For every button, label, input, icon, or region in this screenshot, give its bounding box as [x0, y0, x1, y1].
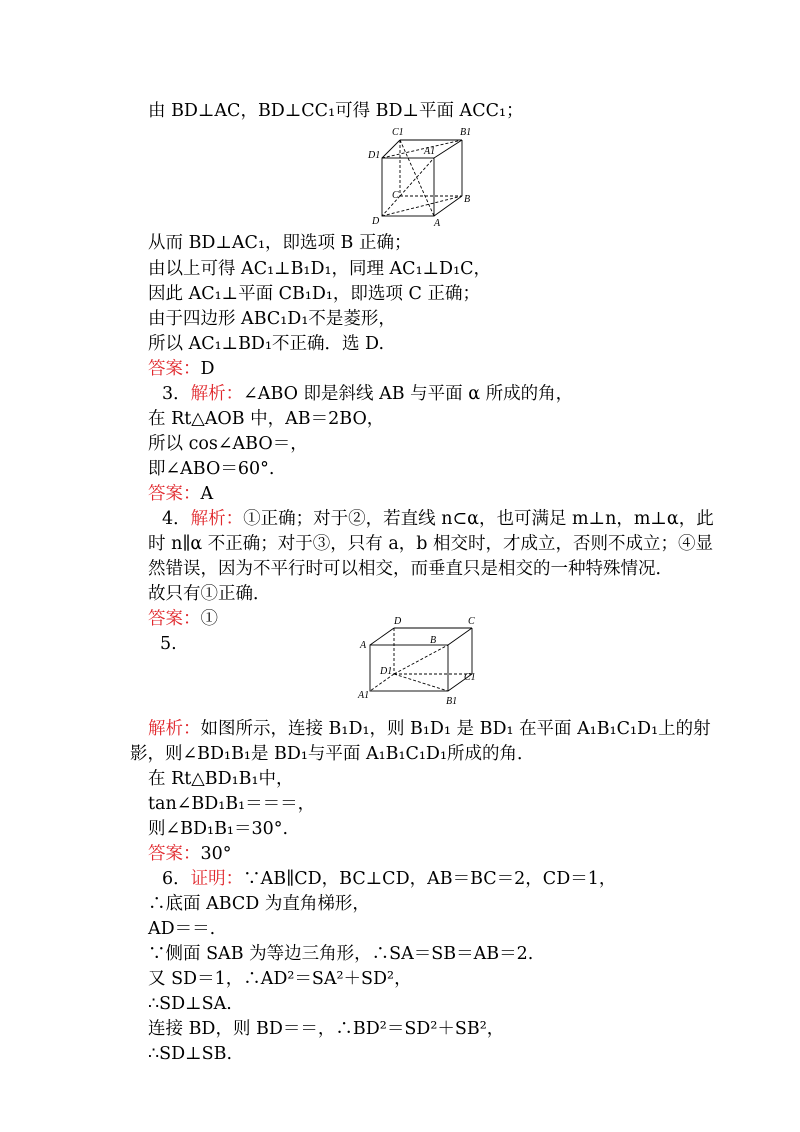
- vertex-label: A: [434, 218, 441, 229]
- vertex-label: D1: [380, 666, 393, 677]
- text-line: 连接 BD，则 BD＝＝，∴BD²＝SD²＋SB²，: [148, 1019, 505, 1039]
- text-line: ∴SD⊥SB.: [148, 1044, 233, 1064]
- answer-label: 答案：: [148, 844, 201, 864]
- vertex-label: A1: [424, 146, 436, 157]
- text-line: 所以 AC₁⊥BD₁不正确．选 D.: [148, 334, 385, 354]
- text-line: 影，则∠BD₁B₁是 BD₁与平面 A₁B₁C₁D₁所成的角．: [130, 744, 535, 764]
- question-number: 3．: [162, 384, 191, 404]
- text-line: ∴底面 ABCD 为直角梯形，: [148, 894, 370, 914]
- text-line: 故只有①正确．: [148, 584, 271, 604]
- vertex-label: D: [372, 216, 380, 227]
- vertex-label: C1: [392, 127, 404, 138]
- text-line: 由 BD⊥AC，BD⊥CC₁可得 BD⊥平面 ACC₁；: [148, 101, 524, 121]
- text-line: 在 Rt△BD₁B₁中，: [148, 769, 294, 789]
- text-line: 然错误，因为不平行时可以相交，而垂直只是相交的一种特殊情况．: [148, 559, 673, 579]
- text-line: tan∠BD₁B₁＝＝＝，: [148, 794, 316, 814]
- text-line: 由以上可得 AC₁⊥B₁D₁，同理 AC₁⊥D₁C，: [148, 259, 491, 279]
- question-3-line: 3．解析：∠ABO 即是斜线 AB 与平面 α 所成的角，: [162, 384, 574, 404]
- question-number: 4．: [162, 509, 191, 529]
- analysis-label: 解析：: [190, 509, 244, 529]
- text-line: AD＝＝.: [148, 919, 216, 939]
- text-line: ∴SD⊥SA.: [148, 994, 232, 1014]
- proof-label: 证明：: [190, 869, 244, 889]
- vertex-label: D: [394, 616, 402, 627]
- question-4-line: 4．解析：①正确；对于②，若直线 n⊂α，也可满足 m⊥n，m⊥α，此: [162, 509, 714, 529]
- answer-label: 答案：: [148, 359, 201, 379]
- analysis-label: 解析：: [190, 384, 244, 404]
- cube-figure-1: [362, 124, 474, 230]
- vertex-label: C: [468, 616, 475, 627]
- text-line: 则∠BD₁B₁＝30°.: [148, 819, 289, 839]
- text-line: 在 Rt△AOB 中，AB＝2BO，: [148, 409, 385, 429]
- question-5-line: 解析：如图所示，连接 B₁D₁，则 B₁D₁ 是 BD₁ 在平面 A₁B₁C₁D₁上的射: [148, 719, 711, 739]
- vertex-label: D1: [368, 150, 381, 161]
- analysis-label: 解析：: [148, 719, 201, 739]
- question-number: 6．: [162, 869, 191, 889]
- vertex-label: A1: [358, 690, 370, 701]
- answer-value: ①: [200, 609, 218, 629]
- question-6-line: 6．证明：∵AB∥CD，BC⊥CD，AB＝BC＝2，CD＝1，: [162, 869, 617, 889]
- answer-line: [148, 841, 232, 867]
- vertex-label: B: [430, 635, 437, 646]
- text-line: 因此 AC₁⊥平面 CB₁D₁，即选项 C 正确；: [148, 284, 480, 304]
- text-line: 由于四边形 ABC₁D₁不是菱形，: [148, 309, 396, 329]
- answer-value: D: [200, 359, 215, 379]
- answer-line: [148, 356, 215, 382]
- text-line: 从而 BD⊥AC₁，即选项 B 正确；: [148, 233, 412, 253]
- vertex-label: B: [464, 194, 471, 205]
- text-line: 所以 cos∠ABO＝，: [148, 434, 308, 454]
- answer-label: 答案：: [148, 609, 201, 629]
- text-line: 即∠ABO＝60°.: [148, 459, 275, 479]
- text-line: ∵侧面 SAB 为等边三角形，∴SA＝SB＝AB＝2.: [148, 944, 534, 964]
- text-line: 时 n∥α 不正确；对于③，只有 a，b 相交时，才成立，否则不成立；④显: [148, 534, 714, 554]
- prism-figure-2: [356, 616, 488, 710]
- vertex-label: C1: [464, 672, 476, 683]
- vertex-label: A: [360, 640, 367, 651]
- answer-line: [148, 481, 213, 507]
- vertex-label: B1: [460, 127, 472, 138]
- answer-value: A: [200, 484, 214, 504]
- answer-line: [148, 606, 218, 632]
- vertex-label: C: [392, 190, 399, 201]
- vertex-label: B1: [446, 696, 458, 707]
- question-number: 5.: [160, 634, 177, 654]
- answer-label: 答案：: [148, 484, 201, 504]
- text-line: 又 SD＝1，∴AD²＝SA²＋SD²，: [148, 969, 412, 989]
- answer-value: 30°: [200, 844, 232, 864]
